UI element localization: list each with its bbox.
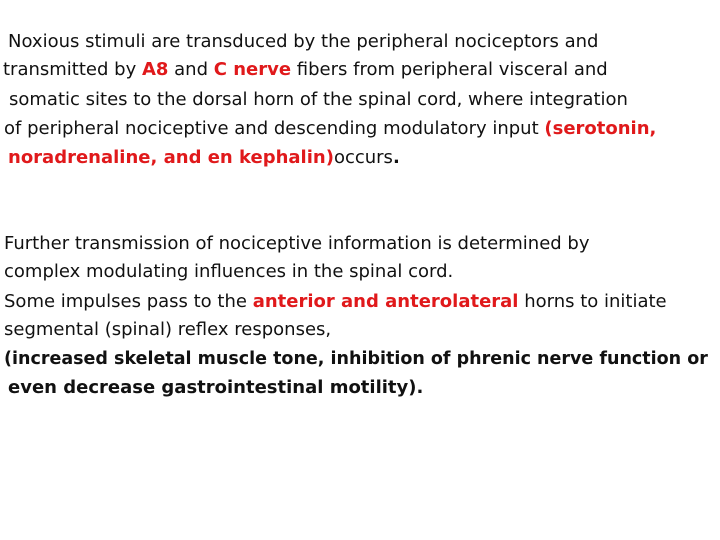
text-segment: and <box>168 59 214 80</box>
paragraph1-line5 <box>8 146 400 170</box>
text-segment: of peripheral nociceptive and descending modulatory input <box>4 118 545 139</box>
text-segment: Some impulses pass to the <box>4 291 253 312</box>
text-segment: horns to initiate <box>518 291 667 312</box>
period: . <box>392 147 400 168</box>
anterior-horns-term: anterior and anterolateral <box>252 291 519 312</box>
neurotransmitter-list-start: (serotonin, <box>544 118 657 139</box>
paragraph2-line6: even decrease gastrointestinal motility). <box>8 377 424 398</box>
c-nerve-term: C nerve <box>213 59 292 80</box>
paragraph2-line1: Further transmission of nociceptive information is determined by <box>4 233 590 254</box>
paragraph2-line4: segmental (spinal) reflex responses, <box>4 319 332 340</box>
paragraph1-line3: somatic sites to the dorsal horn of the spinal cord, where integration <box>9 89 628 110</box>
text-segment: transmitted by <box>3 59 142 80</box>
paragraph2-line3 <box>4 290 667 314</box>
paragraph2-line5: (increased skeletal muscle tone, inhibition of phrenic nerve function or <box>4 349 708 369</box>
text-segment: fibers from peripheral visceral and <box>291 59 608 80</box>
paragraph1-line2 <box>3 58 608 82</box>
a8-fiber-term: A8 <box>141 59 169 80</box>
paragraph1-line4 <box>4 117 656 141</box>
neurotransmitter-list-end: noradrenaline, and en kephalin) <box>8 147 334 168</box>
paragraph1-line1: Noxious stimuli are transduced by the peripheral nociceptors and <box>8 31 599 52</box>
paragraph2-line2: complex modulating influences in the spinal cord. <box>4 261 454 282</box>
text-segment: occurs <box>333 147 393 168</box>
